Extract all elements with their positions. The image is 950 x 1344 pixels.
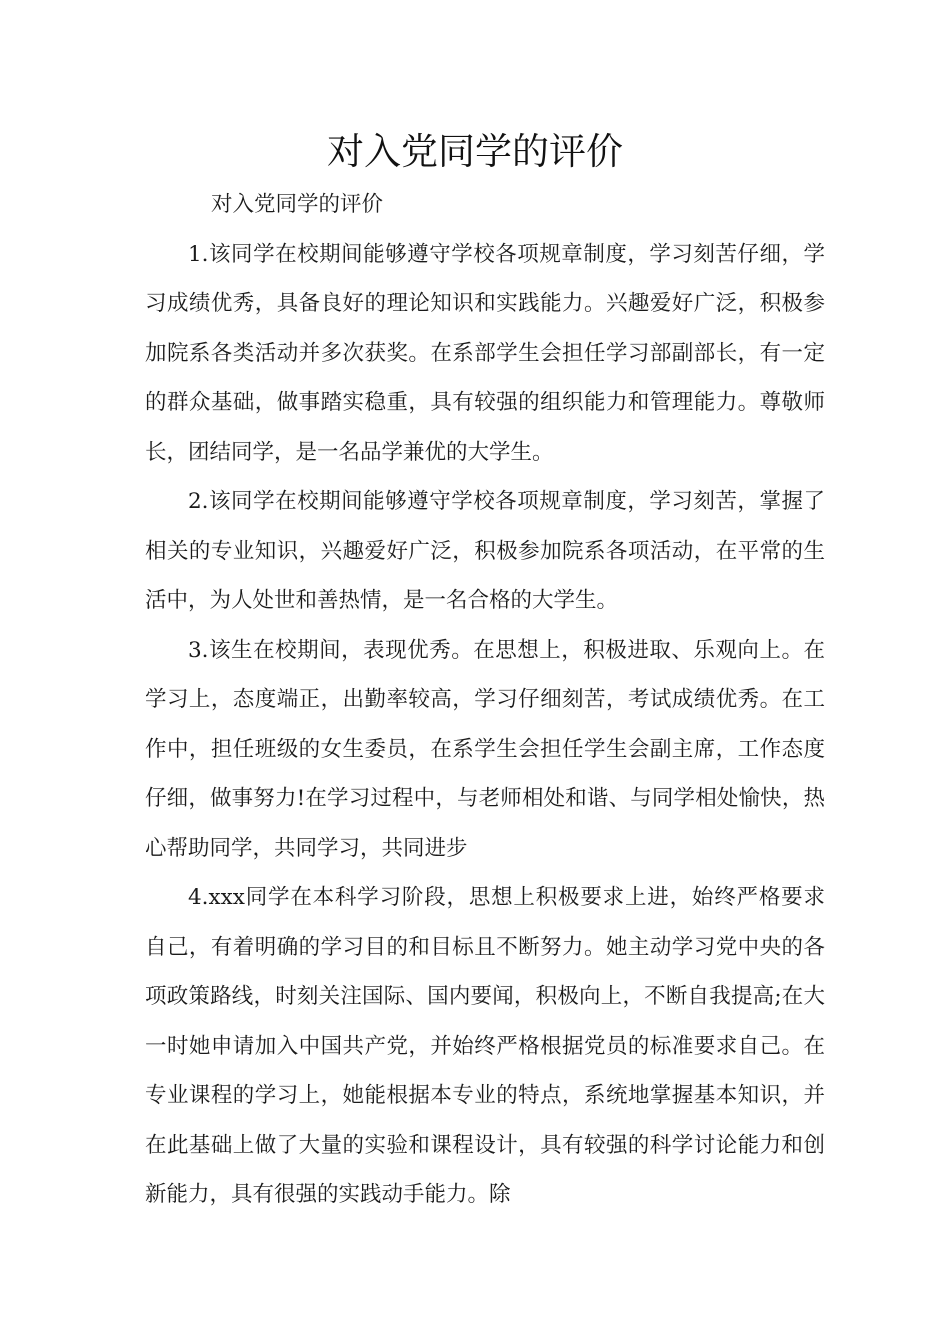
document-body xyxy=(145,180,825,1220)
paragraph-4: 4.xxx同学在本科学习阶段，思想上积极要求上进，始终严格要求自己，有着明确的学习目的和目标且不断努力。她主动学习党中央的各项政策路线，时刻关注国际、国内要闻，积极向上，不断自我提高;在大一时她申请加入中国共产党，并始终严格根据党员的标准要求自己。在专业课程的学习上，她能根据本专业的特点，系统地掌握基本知识，并在此基础上做了大量的实验和课程设计，具有较强的科学讨论能力和创新能力，具有很强的实践动手能力。除 xyxy=(145,885,825,1207)
document-subtitle: 对入党同学的评价 xyxy=(211,192,384,217)
paragraph-3: 3.该生在校期间，表现优秀。在思想上，积极进取、乐观向上。在学习上，态度端正，出勤率较高，学习仔细刻苦，考试成绩优秀。在工作中，担任班级的女生委员，在系学生会担任学生会副主席，工作态度仔细，做事努力!在学习过程中，与老师相处和谐、与同学相处愉快，热心帮助同学，共同学习，共同进步 xyxy=(145,637,825,861)
document-title: 对入党同学的评价 xyxy=(327,130,623,173)
paragraph-2: 2.该同学在校期间能够遵守学校各项规章制度，学习刻苦，掌握了相关的专业知识，兴趣爱好广泛，积极参加院系各项活动，在平常的生活中，为人处世和善热情，是一名合格的大学生。 xyxy=(145,489,825,613)
paragraph-1: 1.该同学在校期间能够遵守学校各项规章制度，学习刻苦仔细，学习成绩优秀，具备良好的理论知识和实践能力。兴趣爱好广泛，积极参加院系各类活动并多次获奖。在系部学生会担任学习部副部长，有一定的群众基础，做事踏实稳重，具有较强的组织能力和管理能力。尊敬师长，团结同学，是一名品学兼优的大学生。 xyxy=(145,241,825,465)
